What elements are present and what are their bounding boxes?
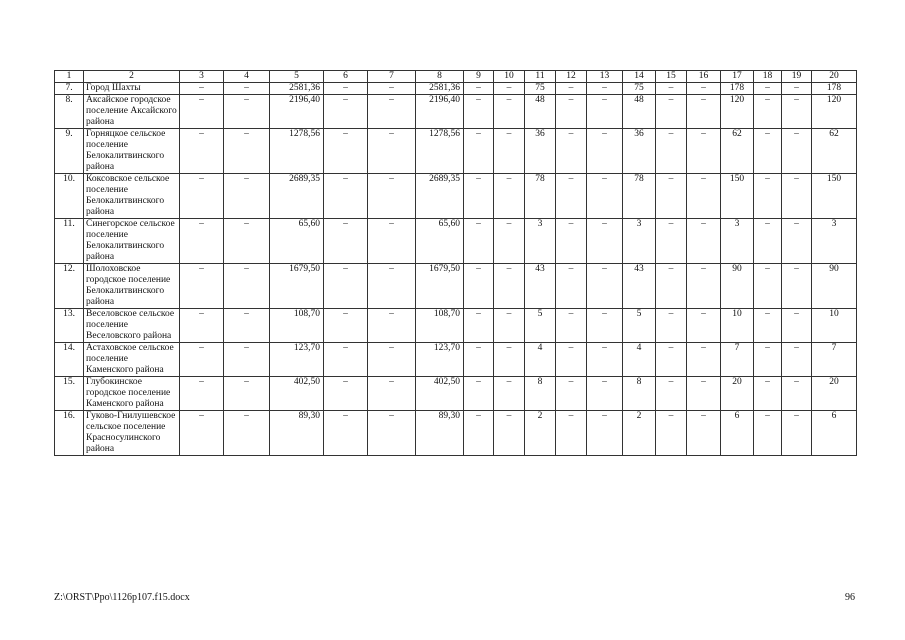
table-cell: 36 bbox=[623, 129, 656, 174]
table-cell: – bbox=[687, 95, 721, 129]
table-cell: – bbox=[687, 343, 721, 377]
table-cell: – bbox=[180, 377, 224, 411]
table-row bbox=[55, 411, 857, 456]
table-cell: – bbox=[464, 129, 494, 174]
table-row bbox=[55, 174, 857, 219]
table-cell: – bbox=[180, 309, 224, 343]
table-cell: – bbox=[782, 264, 812, 309]
header-cell: 14 bbox=[623, 71, 656, 83]
table-cell: – bbox=[687, 411, 721, 456]
table-row bbox=[55, 309, 857, 343]
table-cell: – bbox=[224, 174, 270, 219]
table-cell: – bbox=[556, 343, 587, 377]
table-cell: 10. bbox=[55, 174, 84, 219]
table-cell: – bbox=[324, 219, 368, 264]
header-cell: 11 bbox=[525, 71, 556, 83]
header-cell: 3 bbox=[180, 71, 224, 83]
table-cell: – bbox=[368, 343, 416, 377]
table-cell: – bbox=[464, 174, 494, 219]
table-cell: – bbox=[324, 95, 368, 129]
table-cell: – bbox=[368, 377, 416, 411]
table-cell: 123,70 bbox=[416, 343, 464, 377]
table-cell: – bbox=[180, 174, 224, 219]
table-cell: – bbox=[494, 219, 525, 264]
table-cell: 120 bbox=[721, 95, 754, 129]
table-cell: 10 bbox=[812, 309, 857, 343]
table-cell: 78 bbox=[623, 174, 656, 219]
table-cell: – bbox=[324, 264, 368, 309]
header-cell: 13 bbox=[587, 71, 623, 83]
table-cell: – bbox=[556, 377, 587, 411]
table-cell: – bbox=[368, 309, 416, 343]
table-cell: Гуково-Гнилушевское сельское поселение Красносулинского района bbox=[84, 411, 180, 456]
table-cell: – bbox=[556, 174, 587, 219]
table-row bbox=[55, 95, 857, 129]
table-body bbox=[55, 71, 857, 456]
table-cell: 75 bbox=[623, 83, 656, 95]
table-header-row bbox=[55, 71, 857, 83]
table-cell: – bbox=[754, 83, 782, 95]
table-cell: 2196,40 bbox=[416, 95, 464, 129]
table-cell: – bbox=[464, 309, 494, 343]
table-cell: – bbox=[180, 129, 224, 174]
table-cell: 48 bbox=[623, 95, 656, 129]
table-cell: – bbox=[687, 219, 721, 264]
table-cell: – bbox=[587, 343, 623, 377]
table-cell: Горняцкое сельское поселение Белокалитвинского района bbox=[84, 129, 180, 174]
table-cell: Коксовское сельское поселение Белокалитвинского района bbox=[84, 174, 180, 219]
table-cell: 15. bbox=[55, 377, 84, 411]
table-cell: 7 bbox=[721, 343, 754, 377]
table-cell: 402,50 bbox=[270, 377, 324, 411]
table-cell: 3 bbox=[721, 219, 754, 264]
table-cell: – bbox=[782, 83, 812, 95]
table-cell: 1278,56 bbox=[416, 129, 464, 174]
table-row bbox=[55, 377, 857, 411]
table-cell: – bbox=[464, 343, 494, 377]
table-cell: – bbox=[224, 219, 270, 264]
table-cell: – bbox=[656, 411, 687, 456]
table-cell: – bbox=[656, 219, 687, 264]
document-file-path: Z:\ORST\Ppo\1126p107.f15.docx bbox=[54, 592, 190, 603]
table-cell: – bbox=[782, 411, 812, 456]
table-cell: – bbox=[782, 129, 812, 174]
header-cell: 8 bbox=[416, 71, 464, 83]
table-cell: 78 bbox=[525, 174, 556, 219]
table-cell: 3 bbox=[623, 219, 656, 264]
table-cell: – bbox=[464, 377, 494, 411]
page-number: 96 bbox=[845, 592, 855, 603]
table-cell: – bbox=[494, 264, 525, 309]
header-cell: 15 bbox=[656, 71, 687, 83]
table-cell: – bbox=[656, 343, 687, 377]
table-cell: 1679,50 bbox=[416, 264, 464, 309]
header-cell: 20 bbox=[812, 71, 857, 83]
table-cell: 13. bbox=[55, 309, 84, 343]
table-cell: 20 bbox=[812, 377, 857, 411]
table-cell: 150 bbox=[812, 174, 857, 219]
table-cell: 8. bbox=[55, 95, 84, 129]
table-cell: – bbox=[587, 174, 623, 219]
table-cell: 90 bbox=[721, 264, 754, 309]
header-cell: 12 bbox=[556, 71, 587, 83]
table-cell: Глубокинское городское поселение Каменского района bbox=[84, 377, 180, 411]
table-cell: Аксайское городское поселение Аксайского района bbox=[84, 95, 180, 129]
table-cell: – bbox=[180, 343, 224, 377]
table-cell: 2196,40 bbox=[270, 95, 324, 129]
table-cell: – bbox=[687, 129, 721, 174]
table-cell: – bbox=[494, 129, 525, 174]
table-cell: – bbox=[754, 95, 782, 129]
table-cell: – bbox=[324, 129, 368, 174]
table-cell: – bbox=[180, 219, 224, 264]
table-cell: – bbox=[224, 309, 270, 343]
table-cell: – bbox=[656, 264, 687, 309]
table-cell: 14. bbox=[55, 343, 84, 377]
table-cell: – bbox=[687, 174, 721, 219]
table-cell: 75 bbox=[525, 83, 556, 95]
header-cell: 2 bbox=[84, 71, 180, 83]
header-cell: 17 bbox=[721, 71, 754, 83]
table-cell: – bbox=[587, 129, 623, 174]
table-cell: 1679,50 bbox=[270, 264, 324, 309]
header-cell: 9 bbox=[464, 71, 494, 83]
table-cell: – bbox=[754, 219, 782, 264]
table-cell: 11. bbox=[55, 219, 84, 264]
table-cell: – bbox=[556, 219, 587, 264]
table-cell: – bbox=[324, 174, 368, 219]
table-cell: – bbox=[656, 95, 687, 129]
table-cell: – bbox=[368, 174, 416, 219]
header-cell: 7 bbox=[368, 71, 416, 83]
table-cell: 62 bbox=[721, 129, 754, 174]
table-cell: – bbox=[368, 264, 416, 309]
table-cell: – bbox=[494, 174, 525, 219]
header-cell: 4 bbox=[224, 71, 270, 83]
table-cell: 8 bbox=[623, 377, 656, 411]
table-cell: Шолоховское городское поселение Белокалитвинского района bbox=[84, 264, 180, 309]
table-cell: 150 bbox=[721, 174, 754, 219]
table-cell: – bbox=[656, 129, 687, 174]
table-cell: – bbox=[180, 83, 224, 95]
table-cell: – bbox=[782, 343, 812, 377]
table-cell: – bbox=[494, 309, 525, 343]
header-cell: 1 bbox=[55, 71, 84, 83]
table-cell: – bbox=[324, 343, 368, 377]
table-cell: 7 bbox=[812, 343, 857, 377]
table-cell: Город Шахты bbox=[84, 83, 180, 95]
table-cell: – bbox=[464, 95, 494, 129]
table-cell: – bbox=[656, 83, 687, 95]
table-cell: – bbox=[587, 309, 623, 343]
table-cell: 5 bbox=[623, 309, 656, 343]
table-cell: – bbox=[464, 219, 494, 264]
table-cell: 108,70 bbox=[270, 309, 324, 343]
table-cell: 16. bbox=[55, 411, 84, 456]
table-cell: – bbox=[464, 83, 494, 95]
table-cell: – bbox=[754, 264, 782, 309]
table-cell: 89,30 bbox=[270, 411, 324, 456]
table-cell: – bbox=[494, 377, 525, 411]
header-cell: 10 bbox=[494, 71, 525, 83]
table-cell: 4 bbox=[623, 343, 656, 377]
table-cell: 65,60 bbox=[416, 219, 464, 264]
table-cell: – bbox=[324, 309, 368, 343]
table-cell: – bbox=[782, 95, 812, 129]
table-cell: – bbox=[587, 411, 623, 456]
table-cell: – bbox=[368, 411, 416, 456]
table-cell: 178 bbox=[721, 83, 754, 95]
table-cell: 120 bbox=[812, 95, 857, 129]
table-cell: – bbox=[754, 411, 782, 456]
table-cell: – bbox=[556, 95, 587, 129]
table-cell: 2581,36 bbox=[270, 83, 324, 95]
table-row bbox=[55, 264, 857, 309]
table-cell: 8 bbox=[525, 377, 556, 411]
table-cell: – bbox=[587, 264, 623, 309]
table-cell: – bbox=[368, 95, 416, 129]
table-cell: 20 bbox=[721, 377, 754, 411]
table-cell: – bbox=[556, 83, 587, 95]
table-cell: 123,70 bbox=[270, 343, 324, 377]
header-cell: 6 bbox=[324, 71, 368, 83]
table-cell: 2689,35 bbox=[416, 174, 464, 219]
table-cell: – bbox=[224, 377, 270, 411]
table-cell: – bbox=[587, 219, 623, 264]
table-cell: – bbox=[782, 174, 812, 219]
table-cell: 7. bbox=[55, 83, 84, 95]
table-cell: – bbox=[368, 129, 416, 174]
table-cell: – bbox=[180, 95, 224, 129]
table-cell: 2 bbox=[525, 411, 556, 456]
table-cell: – bbox=[587, 377, 623, 411]
table-cell: – bbox=[556, 264, 587, 309]
table-cell: 402,50 bbox=[416, 377, 464, 411]
table-cell: – bbox=[224, 129, 270, 174]
header-cell: 19 bbox=[782, 71, 812, 83]
table-cell: Синегорское сельское поселение Белокалитвинского района bbox=[84, 219, 180, 264]
table-cell: 10 bbox=[721, 309, 754, 343]
table-cell: 178 bbox=[812, 83, 857, 95]
table-cell: 4 bbox=[525, 343, 556, 377]
table-cell: – bbox=[754, 377, 782, 411]
table-cell: – bbox=[324, 377, 368, 411]
table-cell: – bbox=[754, 309, 782, 343]
table-cell: – bbox=[180, 264, 224, 309]
table-cell: 3 bbox=[812, 219, 857, 264]
data-table bbox=[54, 70, 857, 456]
table-row bbox=[55, 343, 857, 377]
table-cell: – bbox=[180, 411, 224, 456]
table-row bbox=[55, 129, 857, 174]
table-cell: – bbox=[464, 411, 494, 456]
table-cell: – bbox=[224, 95, 270, 129]
table-cell: 2581,36 bbox=[416, 83, 464, 95]
table-cell: 6 bbox=[721, 411, 754, 456]
table-cell: – bbox=[324, 83, 368, 95]
table-cell: 3 bbox=[525, 219, 556, 264]
table-cell: 36 bbox=[525, 129, 556, 174]
table-cell: – bbox=[224, 264, 270, 309]
table-cell: – bbox=[556, 411, 587, 456]
table-cell: – bbox=[782, 377, 812, 411]
table-cell: – bbox=[754, 343, 782, 377]
table-cell: – bbox=[224, 343, 270, 377]
header-cell: 18 bbox=[754, 71, 782, 83]
table-cell: – bbox=[687, 377, 721, 411]
table-cell: – bbox=[224, 83, 270, 95]
table-cell: – bbox=[324, 411, 368, 456]
table-cell: 89,30 bbox=[416, 411, 464, 456]
table-cell: 2689,35 bbox=[270, 174, 324, 219]
table-cell: 65,60 bbox=[270, 219, 324, 264]
table-cell: 43 bbox=[623, 264, 656, 309]
table-cell: – bbox=[687, 83, 721, 95]
table-cell: 2 bbox=[623, 411, 656, 456]
table-cell: – bbox=[464, 264, 494, 309]
table-row bbox=[55, 83, 857, 95]
table-cell: – bbox=[782, 309, 812, 343]
table-cell: – bbox=[224, 411, 270, 456]
table-cell: 6 bbox=[812, 411, 857, 456]
table-cell: – bbox=[587, 83, 623, 95]
table-cell: – bbox=[656, 174, 687, 219]
table-cell: – bbox=[494, 95, 525, 129]
table-cell: – bbox=[782, 219, 812, 264]
table-cell: – bbox=[754, 129, 782, 174]
table-cell: Астаховское сельское поселение Каменского района bbox=[84, 343, 180, 377]
table-cell: 62 bbox=[812, 129, 857, 174]
table-cell: 108,70 bbox=[416, 309, 464, 343]
header-cell: 16 bbox=[687, 71, 721, 83]
table-cell: Веселовское сельское поселение Веселовского района bbox=[84, 309, 180, 343]
table-cell: – bbox=[494, 411, 525, 456]
table-cell: – bbox=[587, 95, 623, 129]
table-cell: – bbox=[687, 264, 721, 309]
table-cell: 90 bbox=[812, 264, 857, 309]
table-cell: – bbox=[494, 343, 525, 377]
table-cell: – bbox=[368, 83, 416, 95]
table-cell: 9. bbox=[55, 129, 84, 174]
table-cell: – bbox=[656, 309, 687, 343]
table-cell: – bbox=[368, 219, 416, 264]
header-cell: 5 bbox=[270, 71, 324, 83]
table-cell: – bbox=[494, 83, 525, 95]
table-cell: – bbox=[754, 174, 782, 219]
table-cell: 5 bbox=[525, 309, 556, 343]
table-cell: 1278,56 bbox=[270, 129, 324, 174]
table-cell: – bbox=[687, 309, 721, 343]
table-cell: – bbox=[556, 129, 587, 174]
table-cell: 12. bbox=[55, 264, 84, 309]
table-cell: – bbox=[556, 309, 587, 343]
table-row bbox=[55, 219, 857, 264]
table-cell: – bbox=[656, 377, 687, 411]
table-cell: 43 bbox=[525, 264, 556, 309]
table-cell: 48 bbox=[525, 95, 556, 129]
